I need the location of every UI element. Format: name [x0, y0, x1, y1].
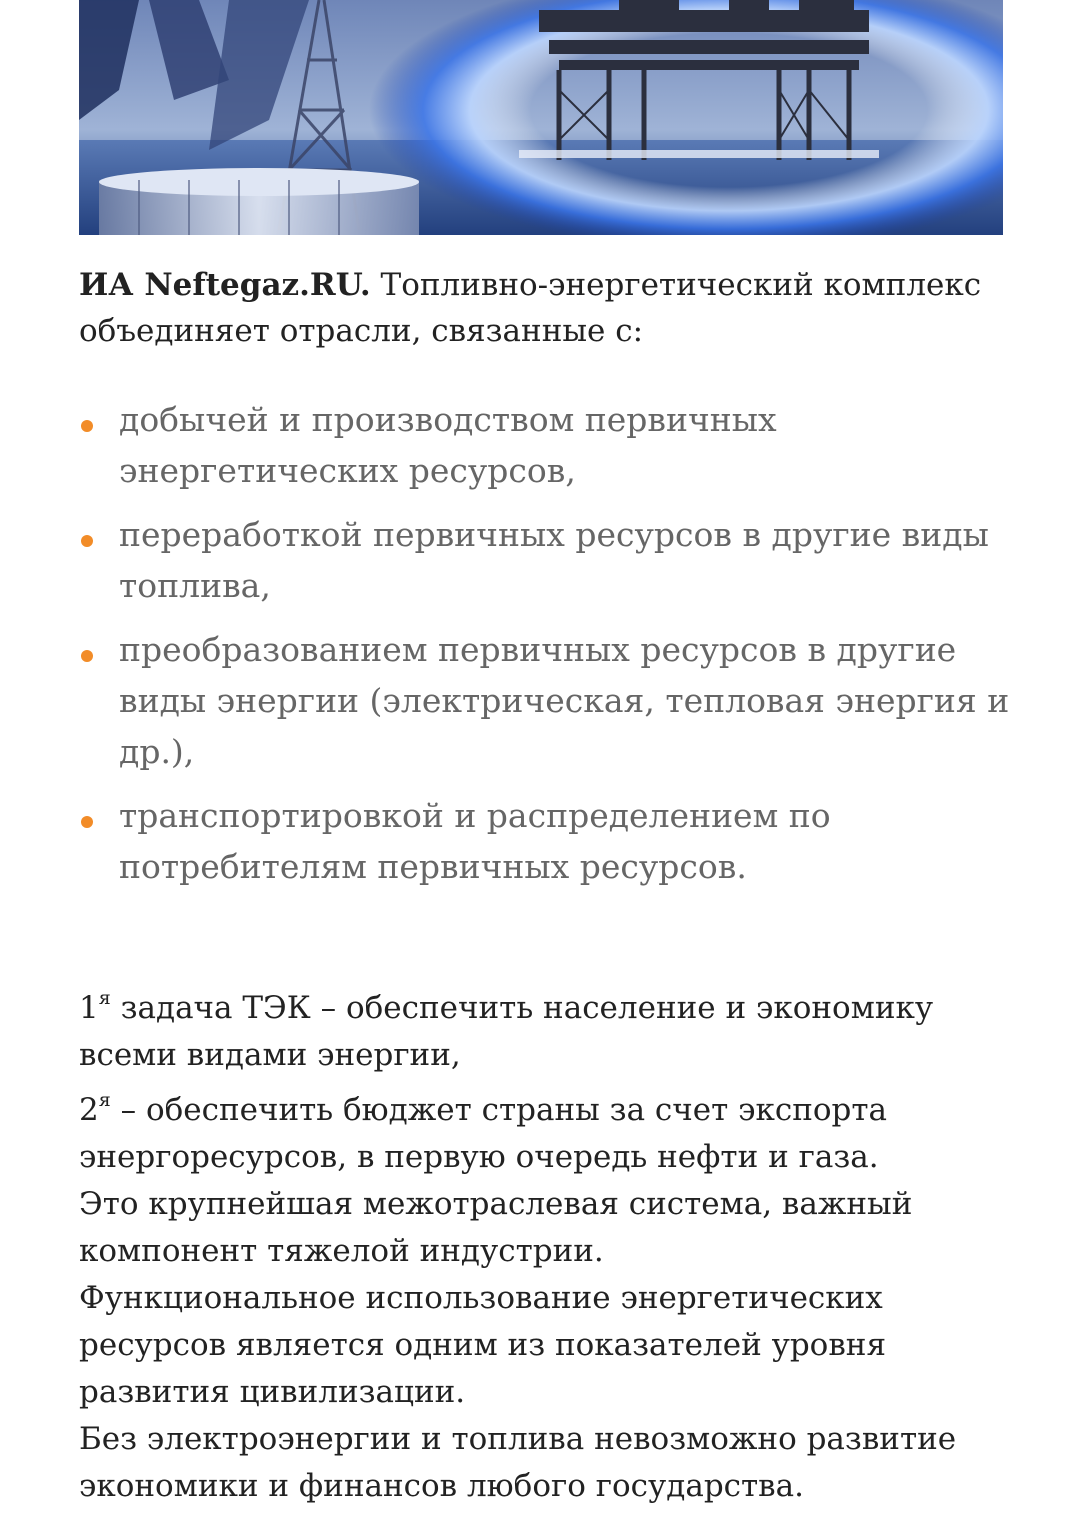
bullet-icon — [81, 535, 93, 547]
bullet-icon — [81, 420, 93, 432]
list-item-text: добычей и производством первичных энергетических ресурсов, — [119, 400, 777, 490]
list-item — [79, 394, 1019, 496]
task-1-paragraph — [79, 985, 1029, 1079]
task-1-text: задача ТЭК – обеспечить население и экономику всеми видами энергии, — [79, 990, 934, 1073]
task-2-text: – обеспечить бюджет страны за счет экспорта энергоресурсов, в первую очередь нефти и газа. — [79, 1092, 888, 1175]
task-2-paragraph — [79, 1087, 1029, 1181]
tasks-section — [79, 985, 1029, 1510]
task-1-number: 1 — [79, 990, 99, 1026]
list-item — [79, 509, 1019, 611]
system-paragraph: Это крупнейшая межотраслевая система, важный компонент тяжелой индустрии. — [79, 1186, 913, 1269]
task-1-suffix: я — [98, 986, 111, 1009]
list-item-text: транспортировкой и распределением по потребителям первичных ресурсов. — [119, 796, 831, 886]
economy-paragraph: Без электроэнергии и топлива невозможно развитие экономики и финансов любого государства. — [79, 1421, 957, 1504]
intro-paragraph — [79, 262, 1009, 354]
hero-image — [79, 0, 1003, 235]
list-item — [79, 624, 1019, 777]
list-item — [79, 790, 1019, 892]
list-item-text: преобразованием первичных ресурсов в другие виды энергии (электрическая, тепловая энергия и др.), — [119, 630, 1010, 771]
industry-list — [79, 394, 1019, 905]
intro-text: Топливно-энергетический комплекс объединяет отрасли, связанные с: — [79, 267, 982, 349]
bullet-icon — [81, 816, 93, 828]
source-brand: ИА Neftegaz.RU. — [79, 267, 371, 303]
bullet-icon — [81, 650, 93, 662]
list-item-text: переработкой первичных ресурсов в другие виды топлива, — [119, 515, 989, 605]
task-2-suffix: я — [98, 1088, 111, 1111]
civilization-paragraph: Функциональное использование энергетических ресурсов является одним из показателей уровня развития цивилизации. — [79, 1280, 886, 1410]
task-2-number: 2 — [79, 1092, 99, 1128]
oil-platform-gas-flame-illustration — [79, 0, 1003, 235]
